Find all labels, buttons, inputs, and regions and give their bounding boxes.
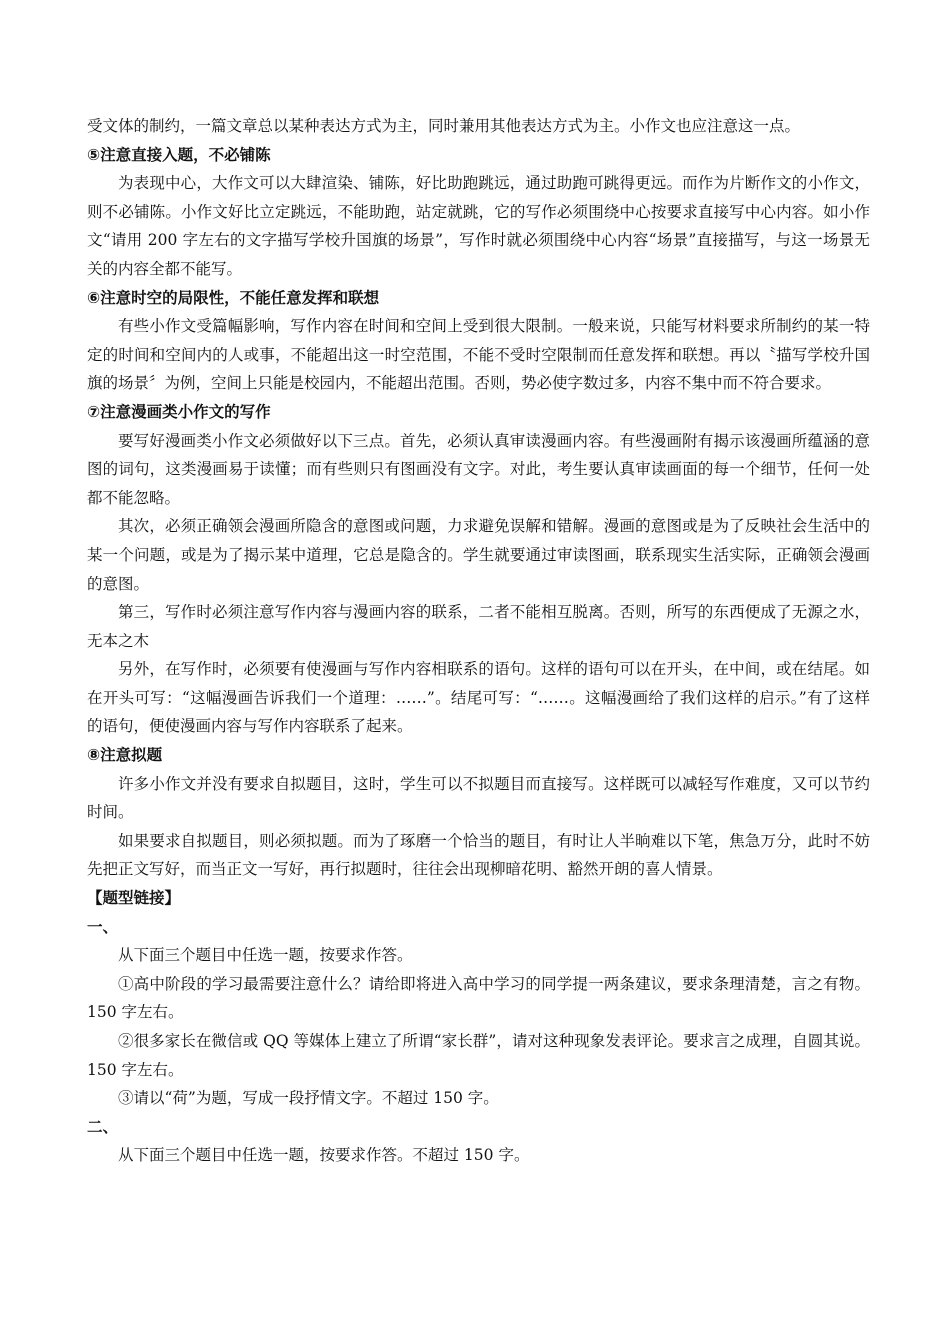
paragraph: 要写好漫画类小作文必须做好以下三点。首先，必须认真审读漫画内容。有些漫画附有揭示该漫画所蕴涵的意图的词句，这类漫画易于读懂；而有些则只有图画没有文字。对此，考生要认真审读画面的每一个细节，任何一处都不能忽略。 [87,431,870,507]
section-heading: 【题型链接】 [87,889,181,908]
paragraph: 另外，在写作时，必须要有使漫画与写作内容相联系的语句。这样的语句可以在开头，在中间，或在结尾。如在开头可写：“这幅漫画告诉我们一个道理：……”。结尾可写：“……。这幅漫画给了我们这样的启示。”有了这样的语句，便使漫画内容与写作内容联系了起来。 [87,660,870,736]
section-heading: ⑥注意时空的局限性，不能任意发挥和联想 [87,288,380,307]
section-heading: ⑧注意拟题 [87,746,163,765]
paragraph: 受文体的制约，一篇文章总以某种表达方式为主，同时兼用其他表达方式为主。小作文也应注意这一点。 [87,117,801,135]
question-option: ②很多家长在微信或 QQ 等媒体上建立了所谓“家长群”，请对这种现象发表评论。要求言之成理，自圆其说。150 字左右。 [87,1032,870,1079]
paragraph: 许多小作文并没有要求自拟题目，这时，学生可以不拟题目而直接写。这样既可以减轻写作难度，又可以节约时间。 [87,774,870,822]
paragraph: 第三，写作时必须注意写作内容与漫画内容的联系，二者不能相互脱离。否则，所写的东西便成了无源之水，无本之木 [87,603,870,650]
section-heading: ⑦注意漫画类小作文的写作 [87,402,271,421]
paragraph: 其次，必须正确领会漫画所隐含的意图或问题，力求避免误解和错解。漫画的意图或是为了反映社会生活中的某一个问题，或是为了揭示某中道理，它总是隐含的。学生就要通过审读图画，联系现实生活实际，正确领会漫画的意图。 [87,517,870,593]
paragraph: 如果要求自拟题目，则必须拟题。而为了琢磨一个恰当的题目，有时让人半晌难以下笔，焦急万分，此时不妨先把正文写好，而当正文一写好，再行拟题时，往往会出现柳暗花明、豁然开朗的喜人情景。 [87,831,870,879]
question-option: ③请以“荷”为题，写成一段抒情文字。不超过 150 字。 [118,1089,499,1108]
question-number: 二、 [87,1117,119,1136]
paragraph: 从下面三个题目中任选一题，按要求作答。 [118,946,413,965]
question-number: 一、 [87,917,119,936]
paragraph: 为表现中心，大作文可以大肆渲染、铺陈，好比助跑跳远，通过助跑可跳得更远。而作为片断作文的小作文，则不必铺陈。小作文好比立定跳远，不能助跑，站定就跳，它的写作必须围绕中心按要求直接写中心内容。如小作文“请用 200 字左右的文字描写学校升国旗的场景”，写作时就必须围绕中心内容“场景”直接描写，与这一场景无关的内容全都不能写。 [87,174,870,278]
paragraph: 有些小作文受篇幅影响，写作内容在时间和空间上受到很大限制。一般来说，只能写材料要求所制约的某一特定的时间和空间内的人或事，不能超出这一时空范围，不能不受时空限制而任意发挥和联想。再以〝描写学校升国旗的场景〞为例，空间上只能是校园内，不能超出范围。否则，势必使字数过多，内容不集中而不符合要求。 [87,317,870,393]
question-option: ①高中阶段的学习最需要注意什么？请给即将进入高中学习的同学提一两条建议，要求条理清楚，言之有物。150 字左右。 [87,974,870,1022]
paragraph: 从下面三个题目中任选一题，按要求作答。不超过 150 字。 [118,1146,530,1165]
section-heading: ⑤注意直接入题，不必铺陈 [87,145,271,164]
